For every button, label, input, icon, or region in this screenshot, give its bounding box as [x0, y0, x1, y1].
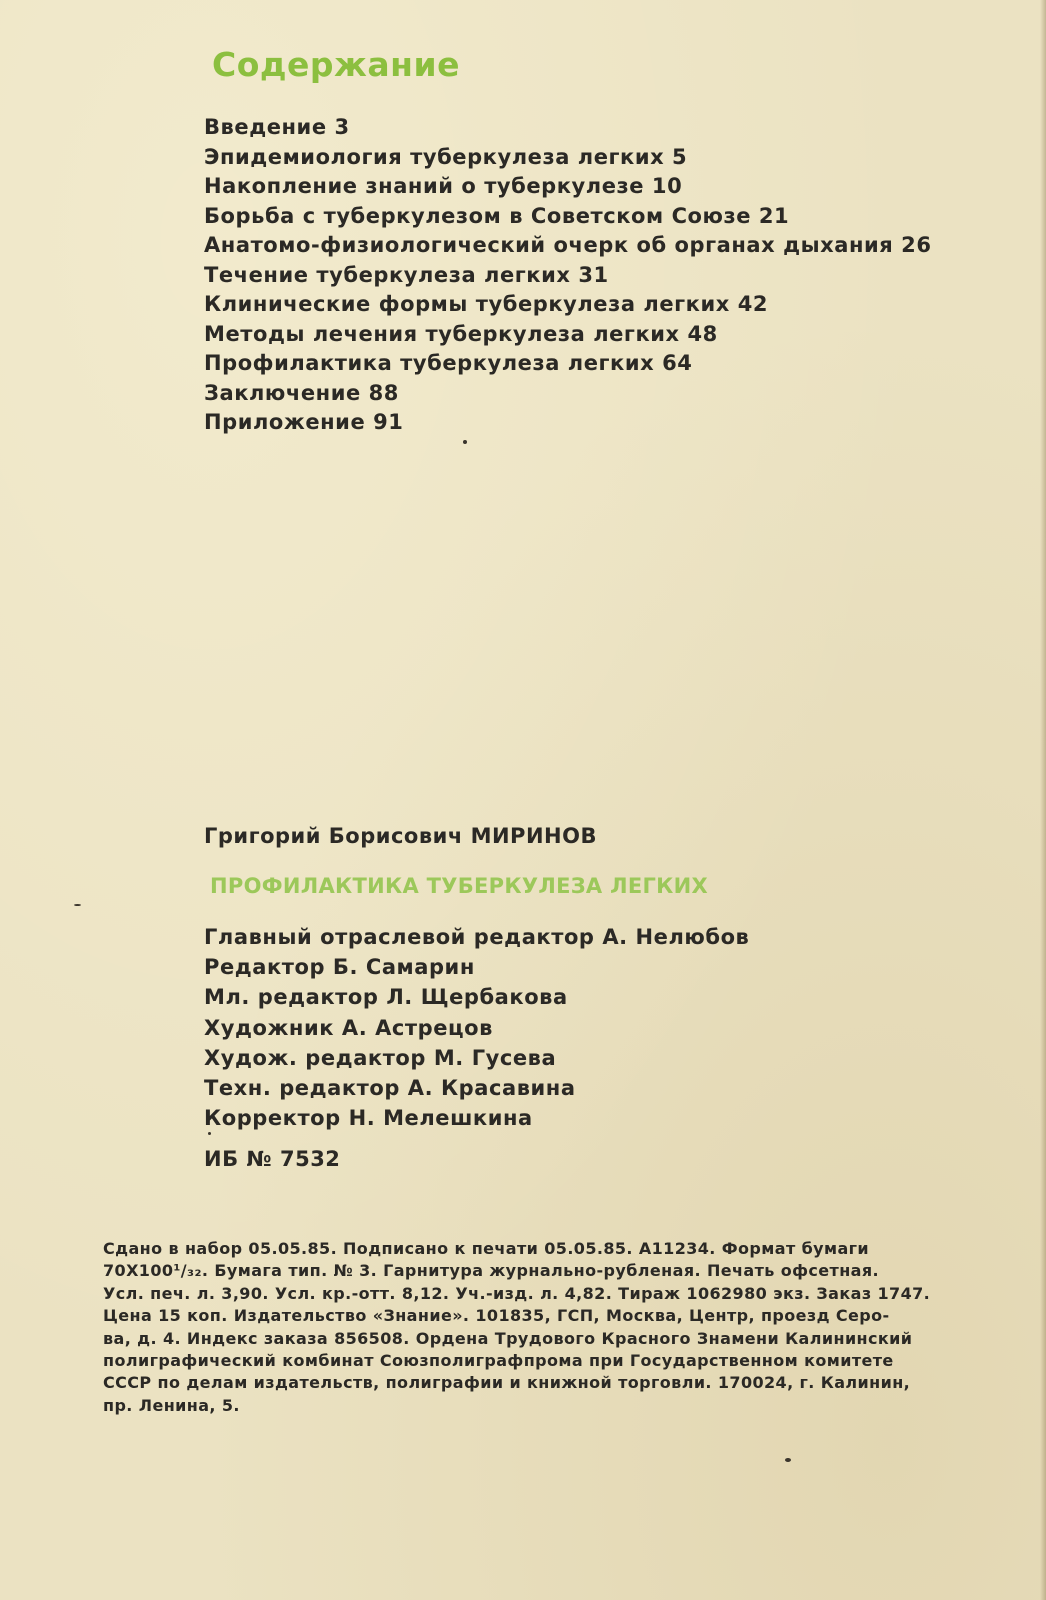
- credit-line: Техн. редактор А. Красавина: [204, 1075, 576, 1100]
- paper-speck: [463, 440, 467, 444]
- paper-speck: [785, 1458, 791, 1462]
- toc-entry: Анатомо-физиологический очерк об органах дыхания 26: [204, 233, 932, 257]
- imprint-line: Усл. печ. л. 3,90. Усл. кр.-отт. 8,12. Уч.-изд. л. 4,82. Тираж 1062980 экз. Заказ 1747.: [103, 1283, 931, 1303]
- page-edge-shadow: [1040, 0, 1046, 1600]
- ib-number: ИБ № 7532: [204, 1147, 341, 1171]
- paper-speck: [208, 1132, 211, 1135]
- toc-entry: Борьба с туберкулезом в Советском Союзе 21: [204, 203, 790, 228]
- toc-entry: Введение 3: [204, 115, 350, 139]
- credit-line: Редактор Б. Самарин: [204, 955, 475, 980]
- credit-line: Худож. редактор М. Гусева: [204, 1045, 557, 1070]
- credit-line: Главный отраслевой редактор А. Нелюбов: [204, 925, 750, 949]
- imprint-line: Цена 15 коп. Издательство «Знание». 101835, ГСП, Москва, Центр, проезд Серо-: [103, 1306, 890, 1326]
- toc-list: [204, 113, 932, 438]
- author-name: Григорий Борисович МИРИНОВ: [204, 824, 597, 848]
- imprint-block: [103, 1238, 1003, 1417]
- imprint-line: пр. Ленина, 5.: [103, 1395, 240, 1415]
- credit-line: Мл. редактор Л. Щербакова: [204, 985, 568, 1010]
- toc-entry: Накопление знаний о туберкулезе 10: [204, 174, 683, 198]
- imprint-line: Сдано в набор 05.05.85. Подписано к печати 05.05.85. А11234. Формат бумаги: [103, 1239, 870, 1258]
- imprint-line: 70X100¹/₃₂. Бумага тип. № 3. Гарнитура журнально-рубленая. Печать офсетная.: [103, 1261, 880, 1281]
- toc-entry: Течение туберкулеза легких 31: [204, 262, 609, 287]
- credit-line: Корректор Н. Мелешкина: [204, 1106, 533, 1131]
- toc-entry: Эпидемиология туберкулеза легких 5: [204, 144, 688, 169]
- toc-heading: Содержание: [212, 45, 460, 84]
- toc-entry: Приложение 91: [204, 410, 404, 434]
- imprint-line: полиграфический комбинат Союзполиграфпрома при Государственном комитете: [103, 1350, 894, 1370]
- toc-entry: Клинические формы туберкулеза легких 42: [204, 292, 769, 316]
- toc-entry: Методы лечения туберкулеза легких 48: [204, 321, 718, 346]
- toc-entry: Заключение 88: [204, 380, 399, 405]
- imprint-line: ва, д. 4. Индекс заказа 856508. Ордена Трудового Красного Знамени Калининский: [103, 1328, 913, 1348]
- credit-line: Художник А. Астрецов: [204, 1015, 493, 1040]
- credits-list: [204, 922, 749, 1133]
- imprint-line: СССР по делам издательств, полиграфии и книжной торговли. 170024, г. Калинин,: [103, 1373, 911, 1393]
- paper-speck: [74, 904, 81, 906]
- toc-entry: Профилактика туберкулеза легких 64: [204, 351, 693, 375]
- book-title: ПРОФИЛАКТИКА ТУБЕРКУЛЕЗА ЛЕГКИХ: [210, 874, 708, 898]
